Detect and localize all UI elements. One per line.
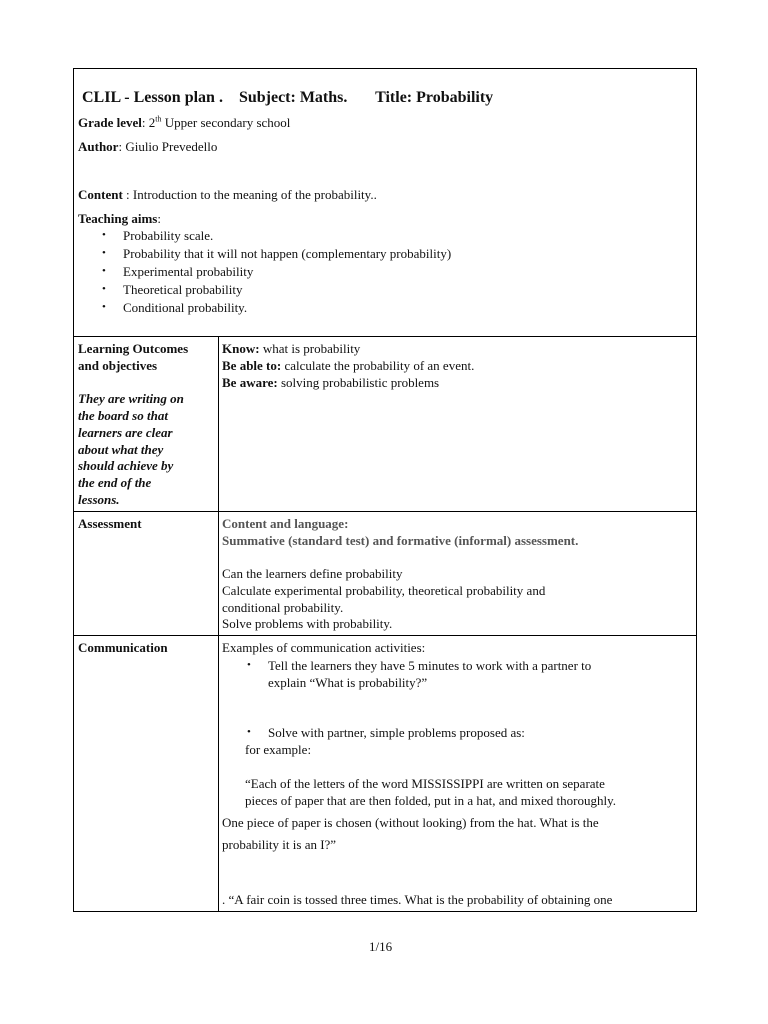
grade-level-line: [78, 114, 290, 131]
assessment-label: Assessment: [78, 516, 142, 531]
teaching-aims-heading: [78, 210, 161, 227]
bullet-icon: •: [247, 726, 251, 738]
author-line: [78, 138, 217, 155]
example-paragraph-line: probability it is an I?”: [222, 837, 337, 852]
table-divider: [73, 635, 697, 636]
example-label: for example:: [245, 742, 312, 757]
learning-note-line: should achieve by: [78, 458, 174, 473]
aim-item: Theoretical probability: [123, 282, 243, 297]
bullet-icon: •: [102, 229, 106, 241]
aim-item: Probability scale.: [123, 228, 214, 243]
learning-note-line: the end of the: [78, 475, 152, 490]
communication-intro: Examples of communication activities:: [222, 640, 426, 655]
learning-note-line: They are writing on: [78, 391, 184, 406]
aim-item: Probability that it will not happen (complementary probability): [123, 246, 452, 261]
communication-label: Communication: [78, 640, 168, 655]
author-label: Author: [78, 139, 119, 154]
communication-activity-line: Tell the learners they have 5 minutes to work with a partner to: [268, 658, 592, 673]
content-value: : Introduction to the meaning of the probability..: [122, 187, 377, 202]
know-line: [222, 340, 360, 357]
title-label: Title: Probability: [375, 89, 494, 106]
author-name: : Giulio Prevedello: [118, 139, 218, 154]
bullet-icon: •: [102, 247, 106, 259]
lesson-plan-heading: [82, 88, 493, 108]
subject-label: Subject: Maths.: [238, 89, 348, 106]
learning-note-line: learners are clear: [78, 425, 173, 440]
teaching-aims-label: Teaching aims: [78, 211, 158, 226]
assessment-line: Can the learners define probability: [222, 566, 403, 581]
coin-example-line: . “A fair coin is tossed three times. What is the probability of obtaining one: [222, 892, 613, 907]
learning-outcomes-label: Learning Outcomes: [78, 341, 189, 356]
grade-value: : 2: [141, 115, 156, 130]
able-line: [222, 357, 474, 374]
page-number: 1/16: [369, 939, 393, 954]
teaching-aims-colon: :: [157, 211, 161, 226]
able-label: Be able to:: [222, 358, 282, 373]
content-label: Content: [78, 187, 123, 202]
bullet-icon: •: [247, 659, 251, 671]
grade-superscript: th: [155, 114, 162, 124]
assessment-line: Solve problems with probability.: [222, 616, 393, 631]
example-quote-line: “Each of the letters of the word MISSISSIPPI are written on separate: [245, 776, 605, 791]
aware-value: solving probabilistic problems: [277, 375, 440, 390]
able-value: calculate the probability of an event.: [281, 358, 475, 373]
communication-activity-line: Solve with partner, simple problems proposed as:: [268, 725, 525, 740]
example-quote-line: pieces of paper that are then folded, put in a hat, and mixed thoroughly.: [245, 793, 616, 808]
school-type: Upper secondary school: [161, 115, 291, 130]
bullet-icon: •: [102, 301, 106, 313]
assessment-line: conditional probability.: [222, 600, 344, 615]
assessment-subheading: Summative (standard test) and formative (informal) assessment.: [222, 533, 579, 548]
aim-item: Conditional probability.: [123, 300, 248, 315]
aware-line: [222, 374, 439, 391]
table-divider: [73, 336, 697, 337]
aware-label: Be aware:: [222, 375, 278, 390]
bullet-icon: •: [102, 265, 106, 277]
grade-level-label: Grade level: [78, 115, 142, 130]
aim-item: Experimental probability: [123, 264, 254, 279]
know-value: what is probability: [259, 341, 361, 356]
learning-note-line: about what they: [78, 442, 164, 457]
content-line: [78, 186, 377, 203]
column-divider: [218, 336, 219, 912]
assessment-line: Calculate experimental probability, theoretical probability and: [222, 583, 546, 598]
assessment-heading: Content and language:: [222, 516, 349, 531]
communication-activity-line: explain “What is probability?”: [268, 675, 428, 690]
know-label: Know:: [222, 341, 260, 356]
learning-outcomes-label: and objectives: [78, 358, 158, 373]
table-divider: [73, 511, 697, 512]
example-paragraph-line: One piece of paper is chosen (without looking) from the hat. What is the: [222, 815, 599, 830]
learning-note-line: the board so that: [78, 408, 168, 423]
bullet-icon: •: [102, 283, 106, 295]
learning-note-line: lessons.: [78, 492, 120, 507]
lesson-plan-label: CLIL - Lesson plan .: [82, 89, 223, 106]
